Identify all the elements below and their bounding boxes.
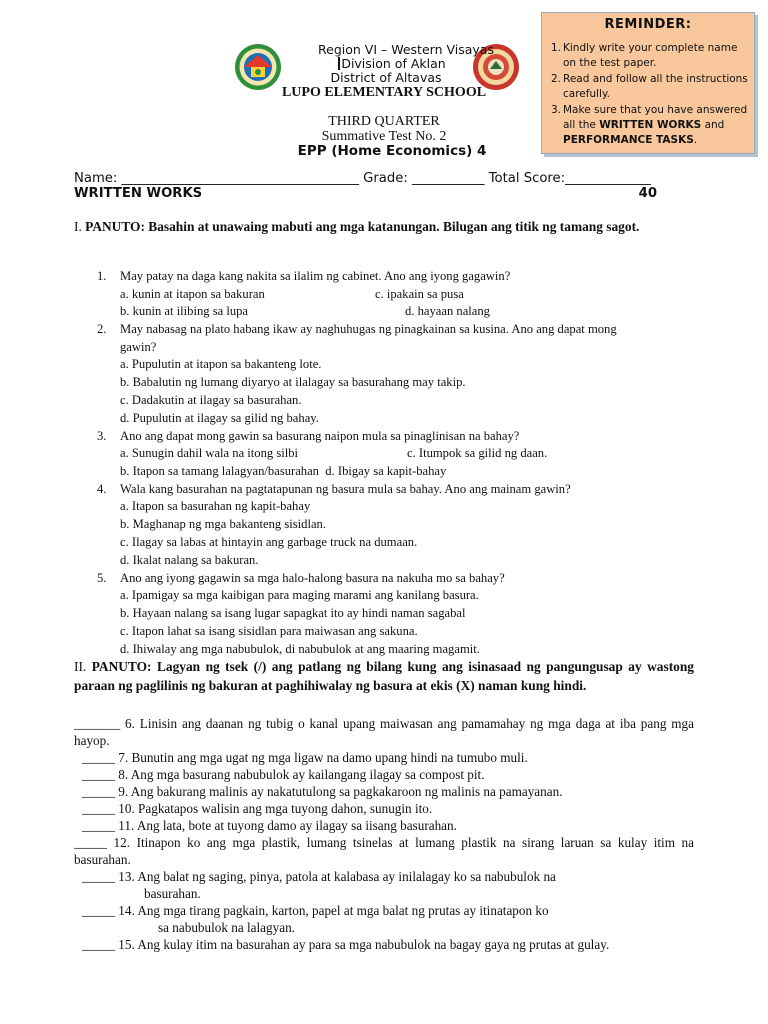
question: 1. May patay na daga kang nakita sa ilalim ng cabinet. Ano ang iyong gagawin? a. kunin at itapon sa bakuran c. ipakain sa pusa b. kunin at ilibing sa lupa d. hayaan nalang <box>97 268 697 321</box>
true-false-item[interactable]: _____ 14. Ang mga tirang pagkain, karton, papel at mga balat ng prutas ay itinatapon ko <box>82 903 549 918</box>
true-false-item[interactable]: _____ 10. Pagkatapos walisin ang mga tuyong dahon, sunugin ito. <box>82 801 433 816</box>
part1-questions <box>97 268 697 658</box>
choice-c[interactable]: c. Ilagay sa labas at hintayin ang garbage truck na dumaan. <box>120 534 418 549</box>
reminder-item: 1. Kindly write your complete name on the test paper. <box>551 42 738 69</box>
choice-a[interactable]: a. Ipamigay sa mga kaibigan para maging marami ang kanilang basura. <box>120 588 479 603</box>
choice-b[interactable]: b. kunin at ilibing sa lupa <box>120 304 249 319</box>
name-field[interactable]: Name: ____________________________________ <box>74 171 359 186</box>
part2-items <box>74 715 694 953</box>
choice-d[interactable]: d. Ikalat nalang sa bakuran. <box>120 552 259 567</box>
part1-directions: I. PANUTO: Basahin at unawaing mabuti ang mga katanungan. Bilugan ang titik ng tamang sagot. <box>74 219 640 234</box>
school-name: LUPO ELEMENTARY SCHOOL <box>281 85 487 100</box>
choice-a[interactable]: a. Pupulutin at itapon sa bakanteng lote. <box>120 357 322 372</box>
quarter-text: THIRD QUARTER <box>328 114 440 129</box>
true-false-item[interactable]: _____ 12. Itinapon ko ang mga plastik, lumang tsinelas at lumang plastik na sirang laruan sa kulay itim na basurahan. <box>74 835 694 867</box>
choice-b-d[interactable]: b. Itapon sa tamang lalagyan/basurahan d. Ibigay sa kapit-bahay <box>120 463 447 478</box>
total-score-field[interactable]: Total Score:_____________ <box>488 171 651 186</box>
question: 3. Ano ang dapat mong gawin sa basurang naipon mula sa pinaglinisan na bahay? a. Sunugin dahil wala na itong silbi c. Itumpok sa gilid ng daan. b. Itapon sa tamang lalagyan/basurahan d. Ibigay sa kapit-bahay <box>97 428 548 478</box>
item-continuation: basurahan. <box>144 886 201 901</box>
true-false-item[interactable]: _____ 11. Ang lata, bote at tuyong damo ay ilagay sa iisang basurahan. <box>82 818 457 833</box>
true-false-item[interactable]: _____ 9. Ang bakurang malinis ay nakatutulong sa pagkakaroon ng malinis na pamayanan. <box>82 784 563 799</box>
section-label: WRITTEN WORKS <box>74 186 203 201</box>
total-points: 40 <box>638 186 657 201</box>
test-title: Summative Test No. 2 <box>321 129 447 144</box>
part2-directions: II. PANUTO: Lagyan ng tsek (/) ang patlang ng bilang kung ang isinasaad ng pangungusap ay wastong paraan ng paglilinis ng bakuran at paghihiwalay ng basura at ekis (X) naman kung hindi. <box>74 659 694 693</box>
choice-d[interactable]: d. hayaan nalang <box>405 304 490 319</box>
question: 4. Wala kang basurahan na pagtatapunan ng basura mula sa bahay. Ano ang mainam gawin? a. Itapon sa basurahan ng kapit-bahay b. Maghanap ng mga bakanteng sisidlan. c. Ilagay sa labas at hintayin ang garbage truck na dumaan. d. Ikalat nalang sa bakuran. <box>97 481 571 567</box>
choice-c[interactable]: c. Itumpok sa gilid ng daan. <box>407 446 548 461</box>
question: 5. Ano ang iyong gagawin sa mga halo-halong basura na nakuha mo sa bahay? a. Ipamigay sa mga kaibigan para maging marami ang kanilang basura. b. Hayaan nalang sa isang lugar sapagkat ito ay hindi naman sagabal c. Itapon lahat sa isang sisidlan para maiwasan ang sakuna. d. Ihiwalay ang mga nabubulok, di nabubulok at ang maaring magamit. <box>97 570 505 656</box>
subject-title: EPP (Home Economics) 4 <box>297 143 487 159</box>
true-false-item[interactable]: _____ 15. Ang kulay itim na basurahan ay para sa mga nabubulok na bagay gaya ng prutas at gulay. <box>82 937 610 952</box>
true-false-item[interactable]: _____ 13. Ang balat ng saging, pinya, patola at kalabasa ay inilalagay ko sa nabubulok na <box>82 869 556 884</box>
choice-a[interactable]: a. Sunugin dahil wala na itong silbi <box>120 446 299 461</box>
region-text: Region VI – Western Visayas <box>318 42 494 57</box>
student-info-row <box>74 171 651 186</box>
written-works-row <box>74 186 686 201</box>
true-false-item[interactable]: _______ 6. Linisin ang daanan ng tubig o kanal upang maiwasan ang pamamahay ng mga daga at iba pang mga hayop. <box>74 716 694 748</box>
choice-c[interactable]: c. Itapon lahat sa isang sisidlan para maiwasan ang sakuna. <box>120 623 418 638</box>
choice-d[interactable]: d. Pupulutin at ilagay sa gilid ng bahay. <box>120 410 319 425</box>
choice-c[interactable]: c. Dadakutin at ilagay sa basurahan. <box>120 392 302 407</box>
choice-a[interactable]: a. kunin at itapon sa bakuran <box>120 286 265 301</box>
reminder-item: 2. Read and follow all the instructions carefully. <box>551 73 748 100</box>
choice-b[interactable]: b. Maghanap ng mga bakanteng sisidlan. <box>120 517 327 532</box>
choice-b[interactable]: b. Babalutin ng lumang diyaryo at ilalagay sa basurahang may takip. <box>120 375 466 390</box>
true-false-item[interactable]: _____ 7. Bunutin ang mga ugat ng mga ligaw na damo upang hindi na tumubo muli. <box>82 750 528 765</box>
true-false-item[interactable]: _____ 8. Ang mga basurang nabubulok ay kailangang ilagay sa compost pit. <box>82 767 485 782</box>
choice-d[interactable]: d. Ihiwalay ang mga nabubulok, di nabubulok at ang maaring magamit. <box>120 641 480 656</box>
choice-a[interactable]: a. Itapon sa basurahan ng kapit-bahay <box>120 499 311 514</box>
division-text: Division of Aklan <box>8 56 768 71</box>
question: 2. May nabasag na plato habang ikaw ay naghuhugas ng pinagkainan sa kusina. Ano ang dapat mong gawin? a. Pupulutin at itapon sa bakanteng lote. b. Babalutin ng lumang diyaryo at ilalagay sa basurahang may takip. c. Dadakutin at ilagay sa basurahan. d. Pupulutin at ilagay sa gilid ng bahay. <box>97 322 617 425</box>
reminder-item: 3. Make sure that you have answered all the WRITTEN WORKS and PERFORMANCE TASKS. <box>551 104 748 146</box>
district-text: District of Altavas <box>330 70 442 85</box>
choice-c[interactable]: c. ipakain sa pusa <box>375 286 464 301</box>
reminder-title: REMINDER: <box>604 17 692 32</box>
item-continuation: sa nabubulok na lalagyan. <box>158 920 295 935</box>
grade-field[interactable]: Grade: ___________ <box>363 171 485 186</box>
choice-b[interactable]: b. Hayaan nalang sa isang lugar sapagkat ito ay hindi naman sagabal <box>120 605 466 620</box>
